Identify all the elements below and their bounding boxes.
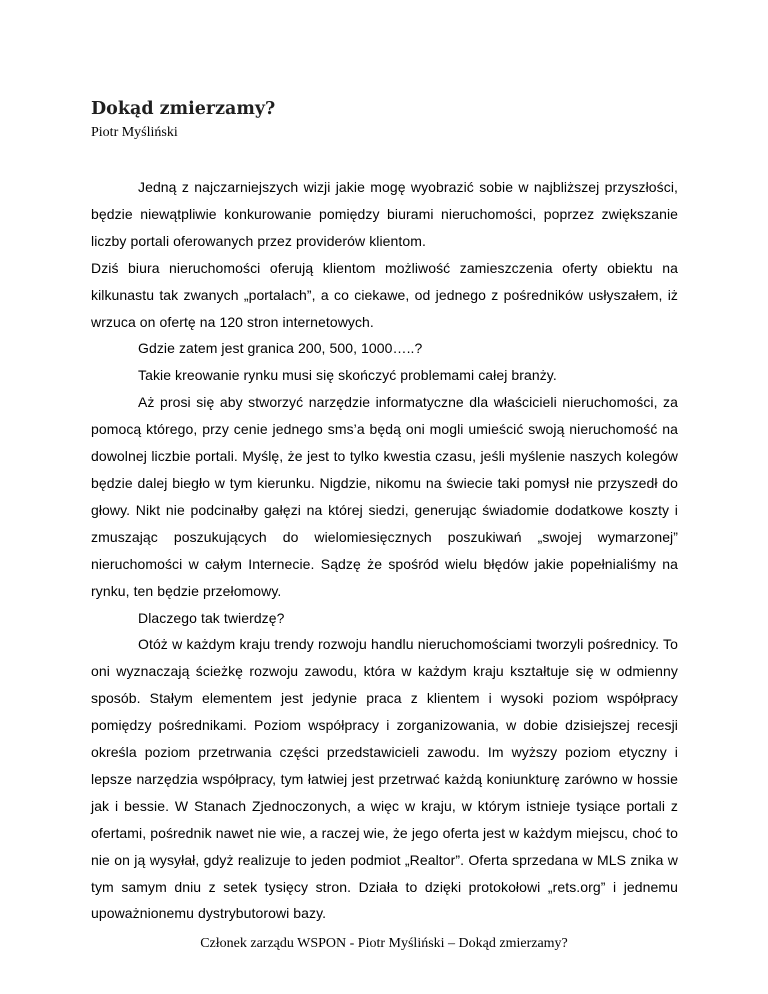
page-footer: Członek zarządu WSPON - Piotr Myśliński – Dokąd zmierzamy?: [200, 936, 568, 951]
document-body: [91, 174, 678, 927]
paragraph-1: Jedną z najczarniejszych wizji jakie mogę wyobrazić sobie w najbliższej przyszłości, będzie niewątpliwie konkurowanie pomiędzy biurami nieruchomości, poprzez zwiększanie liczby portali oferowanych przez providerów klientom.: [91, 179, 678, 249]
paragraph-3: Gdzie zatem jest granica 200, 500, 1000…..?: [138, 340, 423, 357]
document-title: Dokąd zmierzamy?: [91, 99, 276, 119]
document-author: Piotr Myśliński: [91, 125, 178, 140]
paragraph-6: Dlaczego tak twierdzę?: [138, 609, 285, 626]
paragraph-2: Dziś biura nieruchomości oferują klientom możliwość zamieszczenia oferty obiektu na kilkunastu tak zwanych „portalach”, a co ciekawe, od jednego z pośredników usłyszałem, iż wrzuca on ofertę na 120 stron internetowych.: [91, 259, 678, 330]
paragraph-5: Aż prosi się aby stworzyć narzędzie informatyczne dla właścicieli nieruchomości, za pomocą którego, przy cenie jednego sms’a będą oni mogli umieścić swoją nieruchomość na dowolnej liczbie portali. Myślę, że jest to tylko kwestia czasu, jeśli myślenie naszych kolegów będzie dalej biegło w tym kierunku. Nigdzie, nikomu na świecie taki pomysł nie przyszedł do głowy. Nikt nie podcinałby gałęzi na której siedzi, generując świadomie dodatkowe koszty i zmuszając poszukujących do wielomiesięcznych poszukiwań „swojej wymarzonej” nieruchomości w całym Internecie. Sądzę że spośród wielu błędów jakie popełnialiśmy na rynku, ten będzie przełomowy.: [91, 394, 678, 599]
paragraph-7: Otóż w każdym kraju trendy rozwoju handlu nieruchomościami tworzyli pośrednicy. To oni wyznaczają ścieżkę rozwoju zawodu, która w każdym kraju kształtuje się w odmienny sposób. Stałym elementem jest jedynie praca z klientem i wysoki poziom współpracy pomiędzy pośrednikami. Poziom współpracy i zorganizowania, w dobie dzisiejszej recesji określa poziom przetrwania części przedstawicieli zawodu. Im wyższy poziom etyczny i lepsze narzędzia współpracy, tym łatwiej jest przetrwać każdą koniunkturę zarówno w hossie jak i bessie. W Stanach Zjednoczonych, a więc w kraju, w którym istnieje tysiące portali z ofertami, pośrednik nawet nie wie, a raczej wie, że jego oferta jest w każdym miejscu, choć to nie on ją wysyłał, gdyż realizuje to jeden podmiot „Realtor”. Oferta sprzedana w MLS znika w tym samym dniu z setek tysięcy stron. Działa to dzięki protokołowi „rets.org” i jednemu upoważnionemu dystrybutorowi bazy.: [91, 636, 678, 922]
paragraph-4: Takie kreowanie rynku musi się skończyć problemami całej branży.: [138, 367, 557, 384]
